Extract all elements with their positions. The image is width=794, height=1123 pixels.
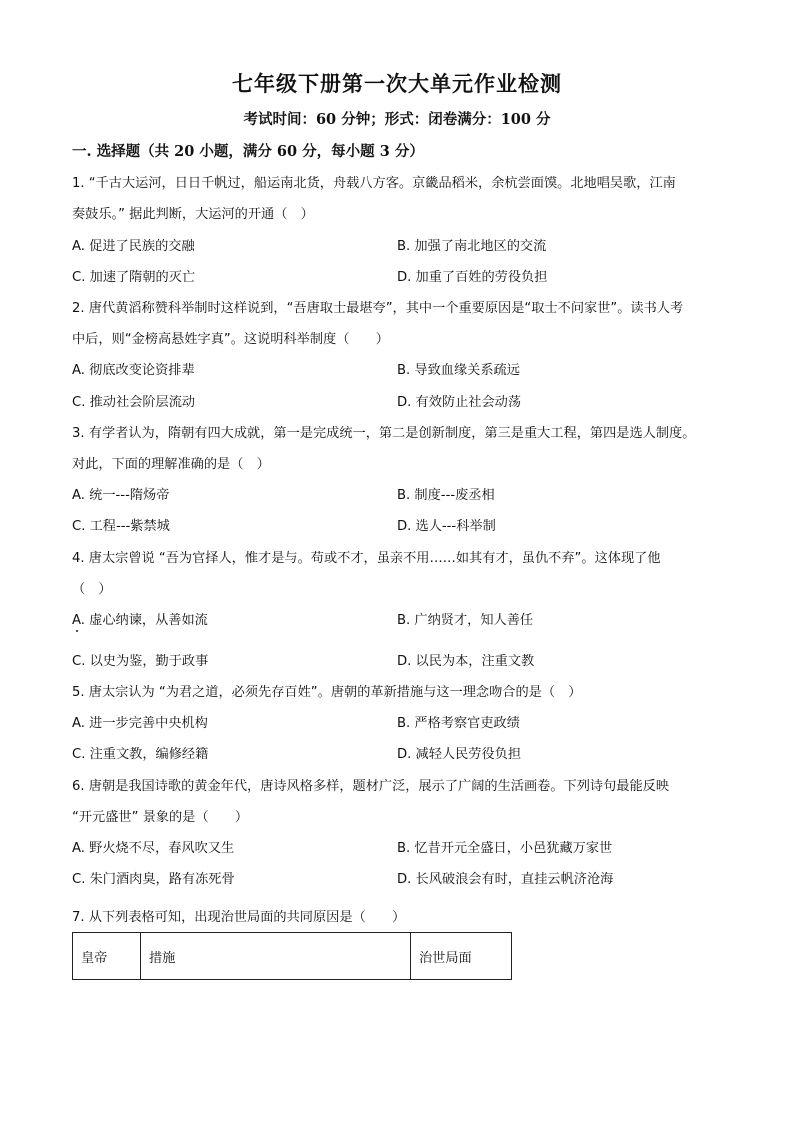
question-2-option-b: B. 导致血缘关系疏远 — [397, 363, 520, 378]
question-5-option-c: C. 注重文教，编修经籍 — [72, 747, 209, 762]
question-1-option-d: D. 加重了百姓的劳役负担 — [397, 270, 548, 285]
table-header-row — [73, 933, 512, 980]
question-6-option-c: C. 朱门酒肉臭，路有冻死骨 — [72, 872, 235, 887]
question-6-line-1: 6. 唐朝是我国诗歌的黄金年代，唐诗风格多样，题材广泛，展示了广阔的生活画卷。下列诗句最能反映 — [72, 779, 670, 794]
question-3-option-c: C. 工程---紫禁城 — [72, 519, 170, 534]
question-6-option-b: B. 忆昔开元全盛日，小邑犹藏万家世 — [397, 841, 613, 856]
question-6-line-2: “开元盛世” 景象的是（ ） — [72, 810, 249, 825]
question-2-line-2: 中后，则“金榜高悬姓字真”。这说明科举制度（ ） — [72, 332, 389, 347]
question-1-line-1: 1. “千古大运河，日日千帆过，船运南北货，舟载八方客。京畿品稻米，余杭尝面馍。北地唱吴歌，江南 — [72, 176, 676, 191]
question-5-option-a: A. 进一步完善中央机构 — [72, 716, 208, 731]
question-6-option-d: D. 长风破浪会有时，直挂云帆济沧海 — [397, 872, 614, 887]
question-7-line-1: 7. 从下列表格可知，出现治世局面的共同原因是（ ） — [72, 910, 406, 925]
question-1-option-c: C. 加速了隋朝的灭亡 — [72, 270, 196, 285]
table-header-measures: 措施 — [141, 933, 411, 980]
question-2-option-c: C. 推动社会阶层流动 — [72, 395, 196, 410]
section-heading: 一. 选择题（共 20 小题，满分 60 分，每小题 3 分） — [72, 143, 424, 160]
question-2-option-d: D. 有效防止社会动荡 — [397, 395, 522, 410]
table-header-emperor: 皇帝 — [73, 933, 141, 980]
question-4-option-c: C. 以史为鉴，勤于政事 — [72, 654, 209, 669]
question-5-option-d: D. 减轻人民劳役负担 — [397, 747, 522, 762]
question-3-option-d: D. 选人---科举制 — [397, 519, 496, 534]
question-6-option-a: A. 野火烧不尽，春风吹又生 — [72, 841, 235, 856]
question-3-option-a: A. 统一---隋炀帝 — [72, 488, 170, 503]
question-5-line-1: 5. 唐太宗认为 “为君之道，必须先存百姓”。唐朝的革新措施与这一理念吻合的是（ ） — [72, 685, 582, 700]
page-title: 七年级下册第一次大单元作业检测 — [232, 71, 562, 96]
table-header-prosperity: 治世局面 — [411, 933, 512, 980]
question-1-option-a: A. 促进了民族的交融 — [72, 239, 195, 254]
question-4-line-2: （ ） — [72, 582, 112, 597]
question-4-option-a: A. 虚心纳谏，从善如流 — [72, 613, 208, 628]
question-3-line-2: 对此，下面的理解准确的是（ ） — [72, 457, 270, 472]
question-2-option-a: A. 彻底改变论资排辈 — [72, 363, 195, 378]
question-5-option-b: B. 严格考察官吏政绩 — [397, 716, 520, 731]
question-4-line-1: 4. 唐太宗曾说 “吾为官择人，惟才是与。苟或不才，虽亲不用……如其有才，虽仇不弃”。这体现了他 — [72, 551, 661, 566]
stray-mark — [76, 630, 78, 632]
question-1-line-2: 奏鼓乐。” 据此判断，大运河的开通（ ） — [72, 207, 314, 222]
question-4-option-b: B. 广纳贤才，知人善任 — [397, 613, 534, 628]
question-1-option-b: B. 加强了南北地区的交流 — [397, 239, 547, 254]
question-7-table — [72, 932, 512, 980]
question-2-line-1: 2. 唐代黄滔称赞科举制时这样说到，“吾唐取士最堪夸”，其中一个重要原因是“取士不问家世”。读书人考 — [72, 301, 684, 316]
question-3-line-1: 3. 有学者认为，隋朝有四大成就，第一是完成统一，第二是创新制度，第三是重大工程，第四是选人制度。 — [72, 426, 696, 441]
exam-info: 考试时间：60 分钟；形式：闭卷满分：100 分 — [243, 111, 551, 128]
question-3-option-b: B. 制度---废丞相 — [397, 488, 495, 503]
question-4-option-d: D. 以民为本，注重文教 — [397, 654, 535, 669]
